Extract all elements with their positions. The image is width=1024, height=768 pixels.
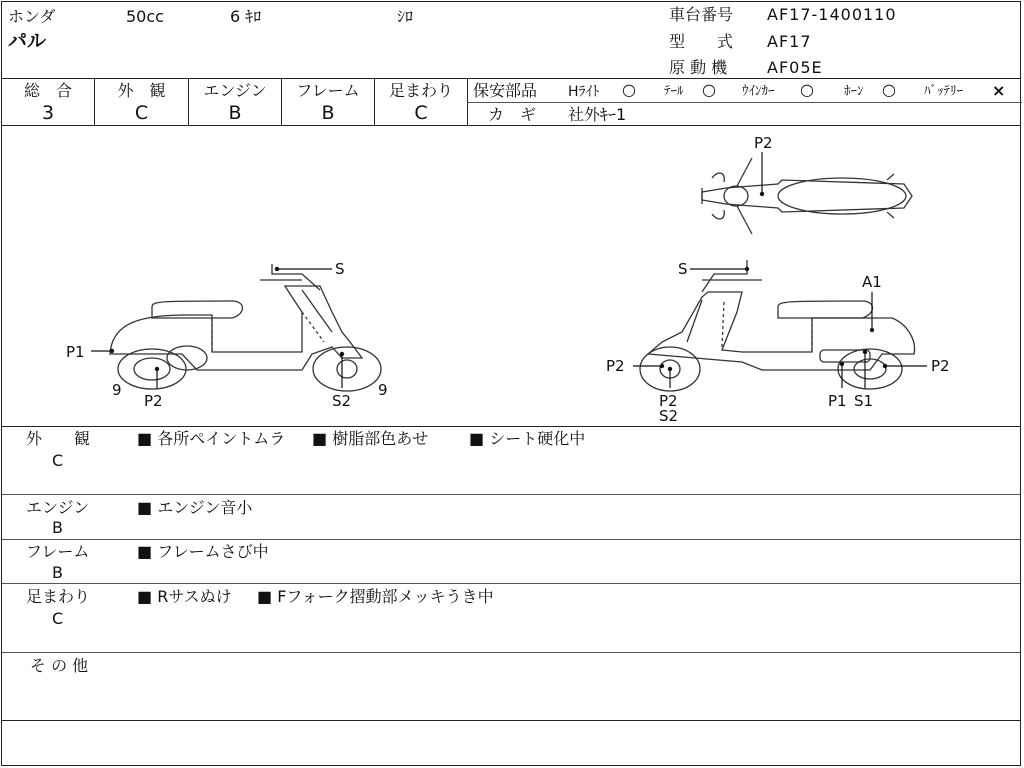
engine-grade-label: エンジン [203, 81, 267, 100]
tail-label: ﾃｰﾙ [664, 84, 684, 99]
label-S1: S1 [854, 392, 874, 410]
suspension-grade: C [414, 102, 428, 124]
divider [2, 494, 1020, 495]
winker-ok-icon: ○ [800, 80, 814, 99]
remark-frame-grade: B [52, 563, 63, 582]
remark-exterior-grade: C [52, 451, 64, 470]
battery-label: ﾊﾞｯﾃﾘｰ [924, 84, 963, 99]
key-label: カ ギ [488, 105, 537, 124]
scooter-left-side-illustration [110, 264, 381, 391]
divider [2, 583, 1020, 584]
remark-suspension-label: 足まわり [26, 587, 91, 606]
engine-label: 原 動 機 [669, 58, 728, 77]
label-P2-wheel: P2 [659, 392, 678, 410]
damage-point-marker [660, 364, 664, 368]
scooter-top-view-illustration [702, 158, 912, 234]
color: ｼﾛ [397, 7, 414, 26]
remark-exterior-label: 外 観 [26, 429, 91, 448]
horn-label: ﾎｰﾝ [844, 84, 864, 99]
damage-point-marker [760, 192, 764, 196]
label-P1-right: P1 [828, 392, 847, 410]
horn-ok-icon: ○ [882, 80, 896, 99]
label-P2-top: P2 [754, 134, 773, 152]
damage-point-marker [155, 367, 159, 371]
label-9-right: 9 [378, 381, 388, 399]
key-value: 社外ｷｰ1 [568, 105, 627, 124]
maker: ホンダ [8, 7, 56, 26]
frame-no-label: 車台番号 [669, 5, 734, 24]
overall-grade: 3 [41, 102, 55, 124]
damage-point-marker [863, 350, 867, 354]
inspection-sheet [1, 1, 1021, 766]
headlight-label: Hﾗｲﾄ [568, 84, 600, 100]
label-S-right: S [678, 260, 688, 278]
remark-suspension-grade: C [52, 609, 64, 628]
remark-engine-label: エンジン [26, 498, 90, 517]
remark-item: ■ 樹脂部色あせ [312, 429, 429, 448]
divider [2, 720, 1020, 721]
mileage: 6 ｷﾛ [230, 7, 262, 26]
tail-ok-icon: ○ [702, 80, 716, 99]
safety-label: 保安部品 [473, 81, 538, 100]
damage-point-marker [340, 352, 344, 356]
label-S2-left: S2 [332, 392, 352, 410]
damage-point-marker [745, 267, 749, 271]
remark-engine-grade: B [52, 518, 63, 537]
label-P2-left: P2 [144, 392, 163, 410]
damage-point-marker [883, 364, 887, 368]
label-S2-right: S2 [659, 407, 679, 425]
frame-grade-label: フレーム [296, 81, 360, 100]
overall-label: 総 合 [23, 81, 72, 100]
frame-no: AF17-1400110 [767, 5, 897, 24]
label-9-left: 9 [112, 381, 122, 399]
damage-point-marker [668, 367, 672, 371]
battery-ng-icon: × [992, 81, 1006, 100]
suspension-grade-label: 足まわり [388, 81, 453, 100]
remark-item: ■ Fフォーク摺動部メッキうき中 [257, 587, 494, 606]
remark-item: ■ Rサスぬけ [137, 587, 232, 606]
displacement: 50cc [126, 7, 164, 26]
type-value: AF17 [767, 32, 812, 51]
divider [2, 539, 1020, 540]
divider [2, 652, 1020, 653]
label-P2-rear: P2 [931, 357, 950, 375]
label-A1: A1 [862, 273, 882, 291]
divider [2, 426, 1020, 427]
scooter-diagram [2, 2, 1022, 426]
label-P1-left: P1 [66, 343, 85, 361]
frame-grade: B [321, 102, 335, 124]
remark-frame-label: フレーム [26, 542, 90, 561]
remark-item: ■ シート硬化中 [469, 429, 586, 448]
engine-grade: B [228, 102, 242, 124]
label-P2-front: P2 [606, 357, 625, 375]
model-name: パル [8, 30, 47, 52]
damage-point-marker [110, 349, 114, 353]
exterior-label: 外 観 [117, 81, 166, 100]
exterior-grade: C [134, 102, 149, 124]
engine-value: AF05E [767, 58, 823, 77]
headlight-ok-icon: ○ [622, 80, 636, 99]
remark-other-label: そ の 他 [30, 656, 89, 675]
label-S-left: S [335, 260, 345, 278]
winker-label: ｳｲﾝｶｰ [742, 84, 775, 99]
damage-point-marker [840, 362, 844, 366]
remark-item: ■ エンジン音小 [137, 498, 253, 517]
type-label: 型 式 [669, 32, 734, 51]
damage-point-marker [870, 328, 874, 332]
remark-item: ■ フレームさび中 [137, 542, 269, 561]
remark-item: ■ 各所ペイントムラ [137, 429, 286, 448]
damage-point-marker [275, 267, 279, 271]
